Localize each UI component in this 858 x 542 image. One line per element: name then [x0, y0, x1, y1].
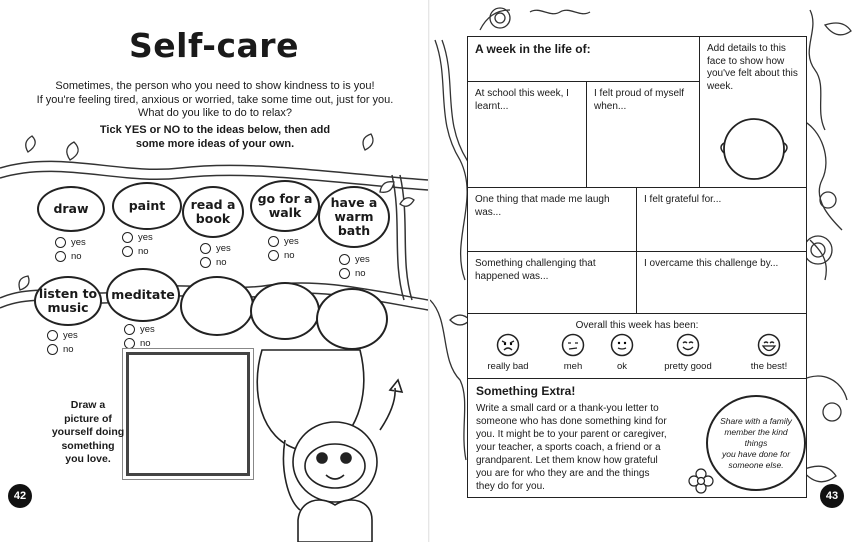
- prompt-learnt: At school this week, I learnt...: [475, 88, 569, 112]
- no-label: no: [71, 251, 82, 262]
- idea-options-go-for-a-walk: [268, 236, 299, 261]
- extra-line: you are for who they are and the things: [476, 467, 650, 479]
- yes-radio[interactable]: [339, 254, 350, 265]
- yes-label: yes: [71, 237, 86, 248]
- mood-label: really bad: [487, 361, 529, 372]
- share-bubble: [706, 395, 806, 491]
- draw-prompt-line: picture of: [64, 412, 112, 425]
- yes-radio[interactable]: [124, 324, 135, 335]
- yes-radio[interactable]: [200, 243, 211, 254]
- mood-pretty-good[interactable]: [658, 333, 718, 372]
- yes-label: yes: [138, 232, 153, 243]
- extra-line: you. It might be to your parent or caregiver,: [476, 428, 667, 440]
- prompt-grateful-cell[interactable]: [636, 187, 807, 252]
- share-line: member the kind things: [724, 426, 788, 448]
- no-label: no: [140, 338, 151, 349]
- idea-label: book: [195, 211, 231, 226]
- idea-bubble-meditate: [106, 268, 180, 322]
- mood-label: meh: [563, 361, 583, 372]
- angry-face-icon: [496, 333, 520, 357]
- mood-meh[interactable]: [556, 333, 590, 372]
- yes-label: yes: [284, 236, 299, 247]
- idea-label: read a: [190, 197, 236, 212]
- prompt-overcame: I overcame this challenge by...: [644, 258, 779, 269]
- idea-bubble-draw: [37, 186, 105, 232]
- idea-label: have a: [330, 195, 378, 210]
- intro-text: [20, 80, 410, 121]
- yes-label: yes: [63, 330, 78, 341]
- draw-prompt-line: something: [61, 439, 115, 452]
- overall-label: Overall this week has been:: [575, 320, 699, 331]
- yes-radio[interactable]: [55, 237, 66, 248]
- yes-label: yes: [216, 243, 231, 254]
- no-radio[interactable]: [47, 344, 58, 355]
- intro-line: What do you like to do to relax?: [137, 107, 293, 119]
- extra-line: someone who has done something kind for: [476, 415, 667, 427]
- share-line: Share with a family: [720, 415, 792, 426]
- no-label: no: [138, 246, 149, 257]
- extra-line: Write a small card or a thank-you letter to: [476, 402, 659, 414]
- mood-label: pretty good: [664, 361, 712, 372]
- yes-radio[interactable]: [268, 236, 279, 247]
- idea-options-have-a-warm-bath: [339, 254, 370, 279]
- idea-bubble-paint: [112, 182, 182, 230]
- idea-bubble-go-for-a-walk: [250, 180, 320, 232]
- prompt-proud-cell[interactable]: [586, 81, 700, 188]
- prompt-laugh: One thing that made me laugh was...: [475, 194, 610, 218]
- no-radio[interactable]: [122, 246, 133, 257]
- idea-bubble-read-a-book: [182, 186, 244, 238]
- no-label: no: [216, 257, 227, 268]
- drawing-frame[interactable]: [126, 352, 250, 476]
- idea-options-read-a-book: [200, 243, 231, 268]
- idea-label: bath: [337, 223, 371, 238]
- week-heading: A week in the life of:: [475, 42, 591, 56]
- empty-idea-bubble[interactable]: [250, 282, 320, 340]
- extra-line: they do for you.: [476, 480, 545, 492]
- instruction-line: some more ideas of your own.: [135, 138, 295, 150]
- mood-label: ok: [616, 361, 628, 372]
- no-radio[interactable]: [200, 257, 211, 268]
- yes-radio[interactable]: [122, 232, 133, 243]
- idea-bubble-listen-to-music: [34, 276, 102, 326]
- no-label: no: [63, 344, 74, 355]
- draw-prompt-line: you love.: [65, 453, 111, 465]
- idea-label: listen to: [38, 286, 98, 301]
- idea-label: go for a: [257, 191, 313, 206]
- grin-face-icon: [757, 333, 781, 357]
- draw-prompt-line: yourself doing: [51, 426, 125, 438]
- yes-radio[interactable]: [47, 330, 58, 341]
- prompt-learnt-cell[interactable]: [467, 81, 587, 188]
- intro-line: Sometimes, the person who you need to show kindness to is you!: [55, 80, 375, 92]
- draw-prompt: [40, 399, 136, 467]
- page-number-right: 43: [820, 484, 844, 508]
- prompt-challenging-cell[interactable]: [467, 251, 637, 314]
- face-prompt: Add details to this face to show how you've felt about this week.: [707, 43, 798, 92]
- prompt-grateful: I felt grateful for...: [644, 194, 722, 205]
- page-number-left: 42: [8, 484, 32, 508]
- idea-options-paint: [122, 232, 153, 257]
- idea-options-meditate: [124, 324, 155, 349]
- prompt-overcame-cell[interactable]: [636, 251, 807, 314]
- prompt-laugh-cell[interactable]: [467, 187, 637, 252]
- idea-label: music: [47, 300, 89, 315]
- blank-face-icon[interactable]: [709, 113, 799, 183]
- flower-icon: [686, 466, 716, 496]
- idea-options-draw: [55, 237, 86, 262]
- prompt-proud: I felt proud of myself when...: [594, 88, 685, 112]
- no-radio[interactable]: [124, 338, 135, 349]
- instruction-line: Tick YES or NO to the ideas below, then add: [99, 124, 331, 136]
- mood-really-bad[interactable]: [484, 333, 532, 372]
- page-title: Self-care: [129, 26, 299, 65]
- share-line: you have done for: [721, 448, 791, 459]
- prompt-challenging: Something challenging that happened was...: [475, 258, 596, 282]
- draw-prompt-line: Draw a: [70, 399, 106, 411]
- empty-idea-bubble[interactable]: [316, 288, 388, 350]
- share-line: someone else.: [728, 459, 784, 470]
- empty-idea-bubble[interactable]: [180, 276, 254, 336]
- idea-label: warm: [334, 209, 374, 224]
- idea-bubble-have-a-warm-bath: [318, 186, 390, 248]
- ok-face-icon: [610, 333, 634, 357]
- no-radio[interactable]: [55, 251, 66, 262]
- no-label: no: [284, 250, 295, 261]
- yes-label: yes: [140, 324, 155, 335]
- yes-label: yes: [355, 254, 370, 265]
- meh-face-icon: [561, 333, 585, 357]
- mood-the-best[interactable]: [744, 333, 794, 372]
- extra-heading: Something Extra!: [476, 384, 576, 398]
- mood-ok[interactable]: [608, 333, 636, 372]
- instruction-text: [60, 123, 370, 151]
- extra-line: grandparent. Let them know how grateful: [476, 454, 658, 466]
- mood-label: the best!: [750, 361, 788, 372]
- intro-line: If you're feeling tired, anxious or worried, take some time out, just for you.: [36, 93, 394, 106]
- idea-options-listen-to-music: [47, 330, 78, 355]
- no-radio[interactable]: [339, 268, 350, 279]
- week-heading-cell: [467, 36, 700, 82]
- idea-label: draw: [53, 201, 89, 216]
- no-radio[interactable]: [268, 250, 279, 261]
- idea-label: walk: [268, 205, 302, 220]
- smile-face-icon: [676, 333, 700, 357]
- face-cell[interactable]: [699, 36, 807, 188]
- extra-line: your teacher, a sports coach, a friend or a: [476, 441, 661, 453]
- idea-label: paint: [128, 198, 166, 213]
- no-label: no: [355, 268, 366, 279]
- idea-label: meditate: [111, 287, 175, 302]
